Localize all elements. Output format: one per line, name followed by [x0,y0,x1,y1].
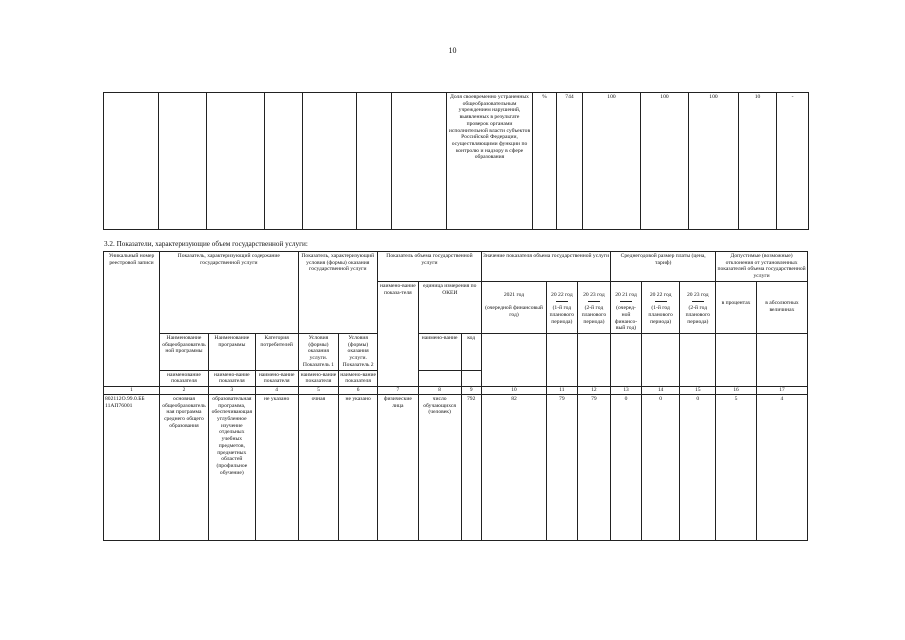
header-in-percent: в процентах [716,281,757,333]
header-indicator-name-5: наимено-вание показателя [339,370,378,386]
header-fee-2021: 20 21 год (очеред-ной финансо-вый год) [611,281,642,333]
header-year-2022: 20 22 год (1-й год планового периода) [547,281,578,333]
header-conditions: Показатель, характеризующий условия (формы) оказания государственной услуги [298,252,377,334]
unit: % [533,93,557,230]
header-values: Значение показателя объема государственной услуги [481,252,610,282]
consumer-category: не указано [255,394,298,540]
column-number: 14 [641,386,680,394]
unit-code: 792 [461,394,481,540]
column-number: 3 [208,386,255,394]
header-unit-code: код [461,334,481,371]
value-2022: 79 [547,394,578,540]
column-number: 13 [611,386,642,394]
header-indicator-name-2: наимено-вание показателя [208,370,255,386]
deviation-abs: 4 [756,394,807,540]
header-indicator-name-1: наименование показателя [160,370,209,386]
header-in-abs: в абсолютных величинах [756,281,807,333]
column-number: 5 [298,386,339,394]
header-year-2023: 20 23 год (2-й год планового периода) [577,281,611,333]
column-number-row [104,386,808,394]
header-unit-name: наимено-вание [418,334,461,371]
header-programs: Наименование программы [208,334,255,371]
column-number: 7 [377,386,418,394]
condition-2: не указано [339,394,378,540]
header-year-2021: 2021 год (очередной финансовый год) [481,281,546,333]
column-number: 17 [756,386,807,394]
quality-indicator-table [103,92,809,230]
column-number: 11 [547,386,578,394]
unit-name: число обучающихся (человек) [418,394,461,540]
column-number: 1 [104,386,160,394]
deviation-abs: - [777,93,809,230]
header-indicator-name-4: наимено-вание показателя [298,370,339,386]
column-number: 6 [339,386,378,394]
header-fee-2022: 20 22 год (1-й год планового периода) [641,281,680,333]
header-fee: Среднегодовой размер платы (цена, тариф) [611,252,716,282]
program-name: основная общеобразовательная программа среднего общего образования [160,394,209,540]
header-indicator-name-3: наимено-вание показателя [255,370,298,386]
volume-indicator-table [103,251,808,541]
section-heading: 3.2. Показатели, характеризующие объем государственной услуги: [104,240,308,248]
header-volume-name: наимено-вание показа-теля [377,281,418,386]
fee-2023: 0 [680,394,716,540]
column-number: 4 [255,386,298,394]
quality-indicator-row [104,93,809,230]
value-2023: 100 [689,93,739,230]
indicator-text: Доля своевременно устраненных общеобразовательным учреждением нарушений, выявленных в результате проверок органами исполнительной власти субъектов Российской Федерации, осуществляющими функции по контролю и надзору в сфере образования [447,93,533,230]
code: 744 [557,93,583,230]
value-2022: 100 [641,93,689,230]
header-cond1: Условия (формы) оказания услуги. Показатель 1 [298,334,339,371]
column-number: 9 [461,386,481,394]
header-deviations: Допустимые (возможные) отклонения от установленных показателей объема государственной услуги [716,252,808,282]
column-number: 16 [716,386,757,394]
value-2021: 82 [481,394,546,540]
column-number: 15 [680,386,716,394]
deviation-percent: 5 [716,394,757,540]
value-2023: 79 [577,394,611,540]
column-number: 2 [160,386,209,394]
header-registry: Уникальный номер реестровой записи [104,252,160,387]
volume-indicator: физические лица [377,394,418,540]
header-consumer: Категория потребителей [255,334,298,371]
form-of-delivery: очная [298,394,339,540]
header-fee-2023: 20 23 год (2-й год планового периода) [680,281,716,333]
registry-number: 802112О.99.0.ББ 11АП76001 [104,394,160,540]
header-volume: Показатель объема государственной услуги [377,252,481,282]
header-content: Показатель, характеризующий содержание государственной услуги [160,252,299,334]
deviation-percent: 10 [739,93,777,230]
fee-2022: 0 [641,394,680,540]
table-row [104,394,808,540]
page-number: 10 [448,46,457,55]
fee-2021: 0 [611,394,642,540]
header-program-name: Наименование общеобразовательной программы [160,334,209,371]
header-cond2: Условия (формы) оказания услуги. Показатель 2 [339,334,378,371]
column-number: 10 [481,386,546,394]
program-type: образовательная программа, обеспечивающая углубленное изучение отдельных учебных предметов, предметных областей (профильное обучение) [208,394,255,540]
header-volume-unit: единица измерения по ОКЕИ [418,281,481,333]
value-2021: 100 [583,93,641,230]
column-number: 8 [418,386,461,394]
column-number: 12 [577,386,611,394]
